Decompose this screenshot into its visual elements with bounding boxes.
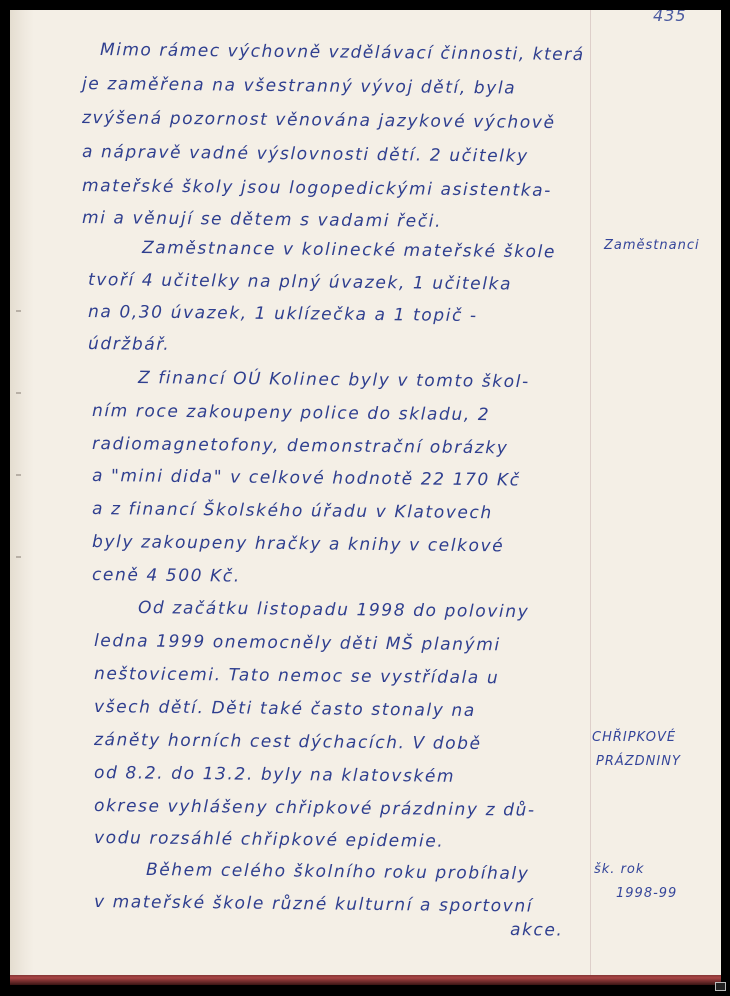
text-line: v mateřské škole různé kulturní a sportovní (93, 892, 534, 917)
text-line: byly zakoupeny hračky a knihy v celkové (91, 532, 505, 557)
text-line: a z financí Školského úřadu v Klatovech (91, 499, 493, 524)
margin-note-school-year: 1998-99 (616, 886, 678, 901)
margin-note-school-year: šk. rok (594, 862, 645, 877)
text-line: neštovicemi. Tato nemoc se vystřídala u (93, 664, 500, 689)
text-line: a "mini dida" v celkové hodnotě 22 170 Kč (91, 466, 521, 491)
text-line: od 8.2. do 13.2. byly na klatovském (93, 763, 456, 787)
corner-box-icon (715, 982, 726, 991)
text-line: tvoří 4 učitelky na plný úvazek, 1 učitelka (87, 270, 513, 295)
binding-mark (16, 556, 21, 558)
text-line: všech dětí. Děti také často stonaly na (93, 697, 476, 721)
text-line: radiomagnetofony, demonstrační obrázky (91, 434, 509, 459)
text-line: ceně 4 500 Kč. (91, 565, 241, 587)
text-line: akce. (509, 920, 564, 941)
text-line: a nápravě vadné výslovnosti dětí. 2 učitelky (81, 142, 529, 167)
text-line: ním roce zakoupeny police do skladu, 2 (91, 401, 491, 426)
binding-mark (16, 474, 21, 476)
binding-marks (16, 310, 26, 638)
text-line: údržbář. (87, 334, 171, 355)
text-line: Od začátku listopadu 1998 do poloviny (137, 598, 530, 623)
margin-note-staff: Zaměstnanci (604, 238, 700, 253)
text-line: Z financí OÚ Kolinec byly v tomto škol- (137, 368, 530, 393)
text-line: mi a věnují se dětem s vadami řeči. (81, 208, 443, 232)
binding-mark (16, 310, 21, 312)
margin-rule (590, 10, 591, 975)
text-line: zvýšená pozornost věnována jazykové výchově (81, 108, 556, 133)
text-line: na 0,30 úvazek, 1 uklízečka a 1 topič - (87, 302, 478, 327)
text-line: je zaměřena na všestranný vývoj dětí, byla (81, 74, 517, 99)
text-line: Zaměstnance v kolinecké mateřské škole (141, 238, 557, 263)
page-number: 435 (653, 10, 687, 25)
text-line: okrese vyhlášeny chřipkové prázdniny z dů- (93, 796, 536, 821)
text-line: vodu rozsáhlé chřipkové epidemie. (93, 828, 445, 852)
text-line: Mimo rámec výchovně vzdělávací činnosti, která (99, 40, 585, 66)
binding-mark (16, 392, 21, 394)
text-line: ledna 1999 onemocněly děti MŠ planými (93, 631, 501, 656)
margin-note-flu: CHŘIPKOVÉ (592, 730, 677, 745)
notebook-page (10, 10, 721, 975)
text-line: záněty horních cest dýchacích. V době (93, 730, 482, 755)
margin-note-flu: PRÁZDNINY (596, 754, 681, 769)
text-line: mateřské školy jsou logopedickými asistentka- (81, 176, 553, 201)
text-line: Během celého školního roku probíhaly (145, 860, 530, 885)
